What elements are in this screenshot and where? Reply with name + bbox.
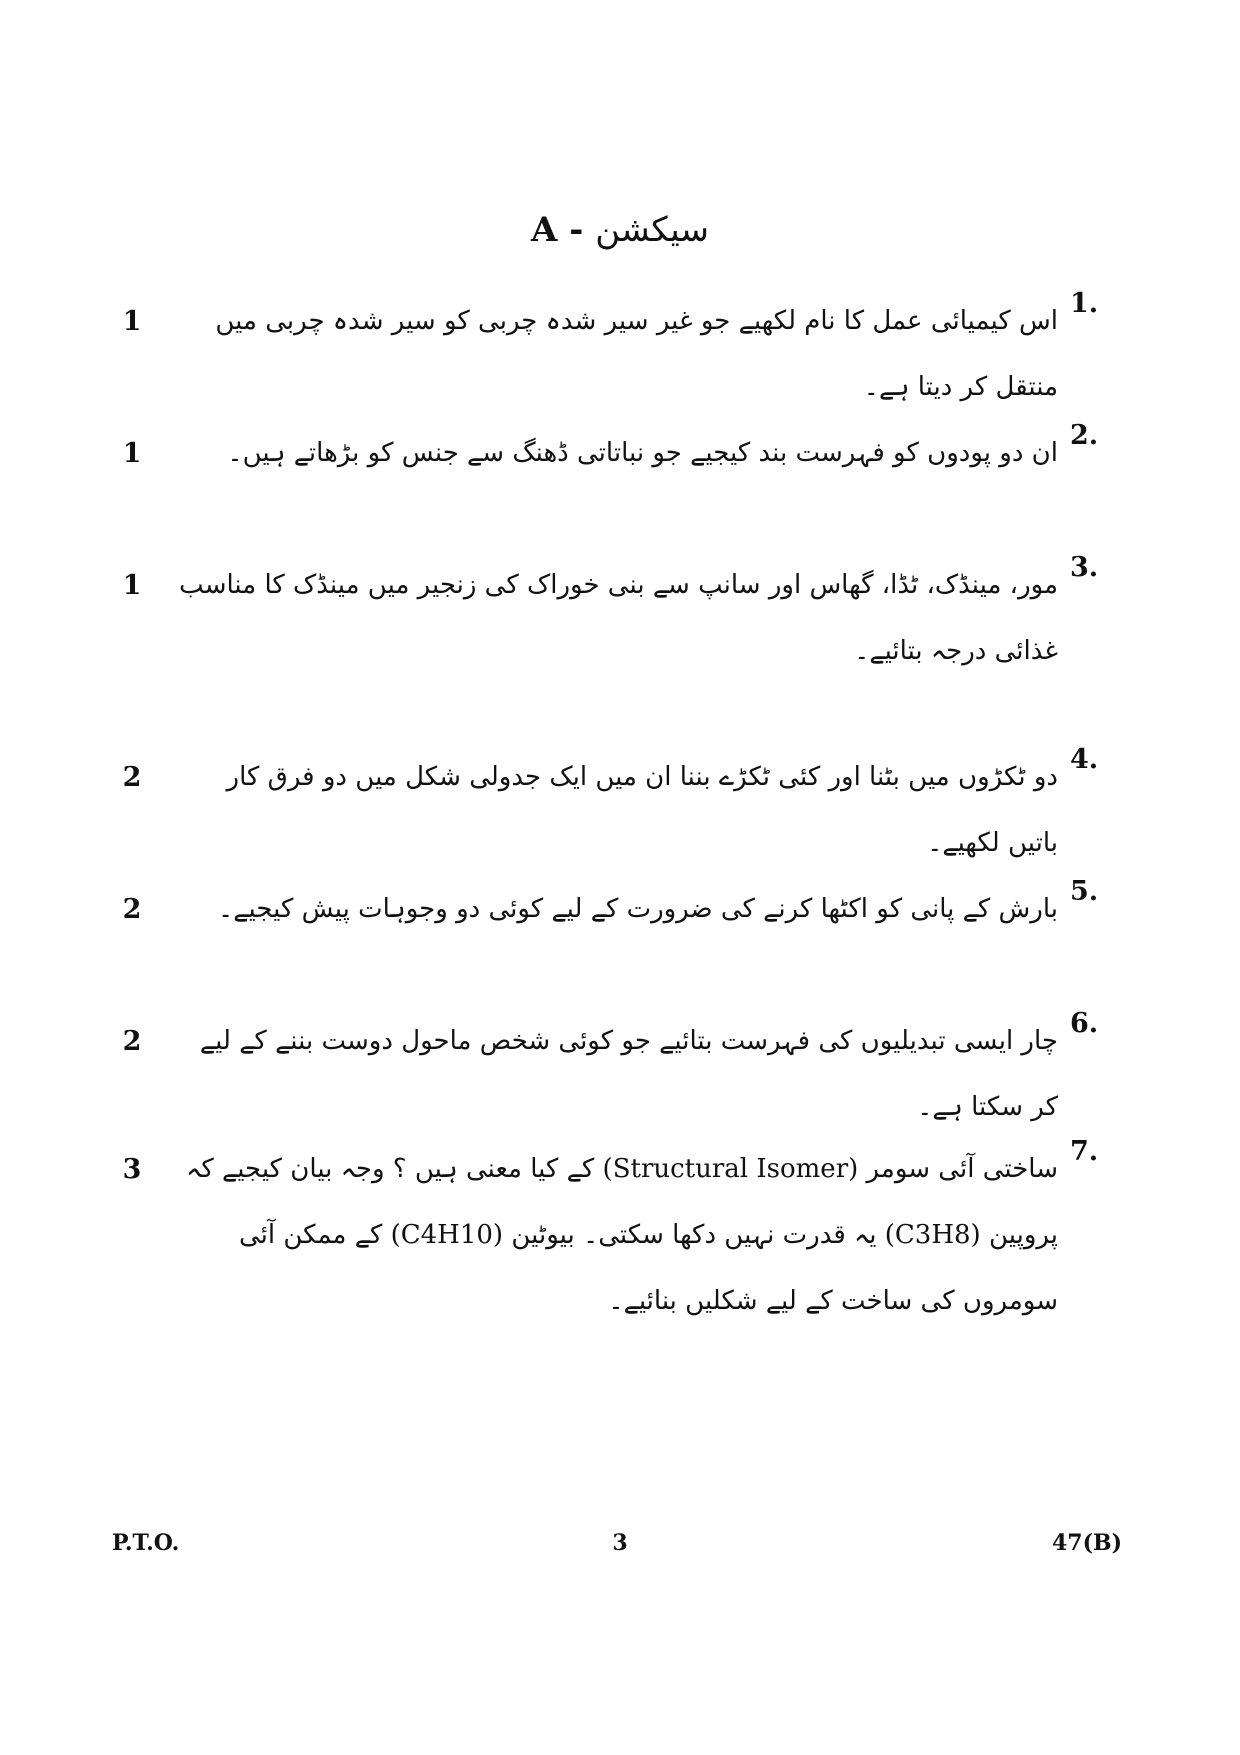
- question-number: 5.: [1070, 876, 1099, 907]
- question-text-part: کے کیا معنی ہیں ؟ وجہ بیان کیجیے کہ پروپین: [186, 1154, 1058, 1250]
- footer-page-number: 3: [612, 1530, 628, 1556]
- question-marks: 2: [122, 762, 142, 793]
- formula-propane: (C3H8): [884, 1220, 981, 1250]
- question-text-part: ساختی آئی سومر: [866, 1154, 1058, 1184]
- question-text: چار ایسی تبدیلیوں کی فہرست بتائیے جو کوئی شخص ماحول دوست بننے کے لیے کر سکتا ہے۔: [199, 1026, 1058, 1122]
- question-number: 6.: [1070, 1008, 1099, 1039]
- question-number: 4.: [1070, 744, 1099, 775]
- question-number: 1.: [1070, 288, 1099, 319]
- question-marks: 1: [122, 570, 142, 601]
- formula-butane: (C4H10): [390, 1220, 504, 1250]
- question-marks: 3: [122, 1154, 142, 1185]
- english-term: (Structural Isomer): [602, 1154, 859, 1184]
- section-dash: -: [569, 210, 584, 250]
- section-letter: A: [531, 210, 558, 250]
- question-text: دو ٹکڑوں میں بٹنا اور کئی ٹکڑے بننا ان میں ایک جدولی شکل میں دو فرق کار باتیں لکھیے۔: [226, 762, 1058, 858]
- question-number: 7.: [1070, 1136, 1099, 1167]
- question-marks: 2: [122, 894, 142, 925]
- question-text: ان دو پودوں کو فہرست بند کیجیے جو نباتاتی ڈھنگ سے جنس کو بڑھاتے ہیں۔: [227, 438, 1058, 468]
- section-label: سیکشن: [595, 210, 709, 250]
- question-marks: 2: [122, 1026, 142, 1057]
- question-text: اس کیمیائی عمل کا نام لکھیے جو غیر سیر شدہ چربی کو سیر شدہ چربی میں منتقل کر دیتا ہے۔: [215, 306, 1058, 402]
- question-text-part: کے ممکن آئی سومروں کی ساخت کے لیے شکلیں بنائیے۔: [238, 1220, 1058, 1316]
- footer-pto: P.T.O.: [112, 1530, 180, 1556]
- question-number: 3.: [1070, 552, 1099, 583]
- question-text: [178, 1136, 1058, 1334]
- question-marks: 1: [122, 306, 142, 337]
- section-heading: [0, 210, 1240, 250]
- question-marks: 1: [122, 438, 142, 469]
- question-text: بارش کے پانی کو اکٹھا کرنے کی ضرورت کے لیے کوئی دو وجوہات پیش کیجیے۔: [218, 894, 1058, 924]
- question-text: مور، مینڈک، ٹڈا، گھاس اور سانپ سے بنی خوراک کی زنجیر میں مینڈک کا مناسب غذائی درجہ بتائیے۔: [179, 570, 1058, 666]
- question-text-part: یہ قدرت نہیں دکھا سکتی۔ بیوٹین: [511, 1220, 877, 1250]
- question-number: 2.: [1070, 420, 1099, 451]
- footer-paper-code: 47(B): [1051, 1530, 1122, 1556]
